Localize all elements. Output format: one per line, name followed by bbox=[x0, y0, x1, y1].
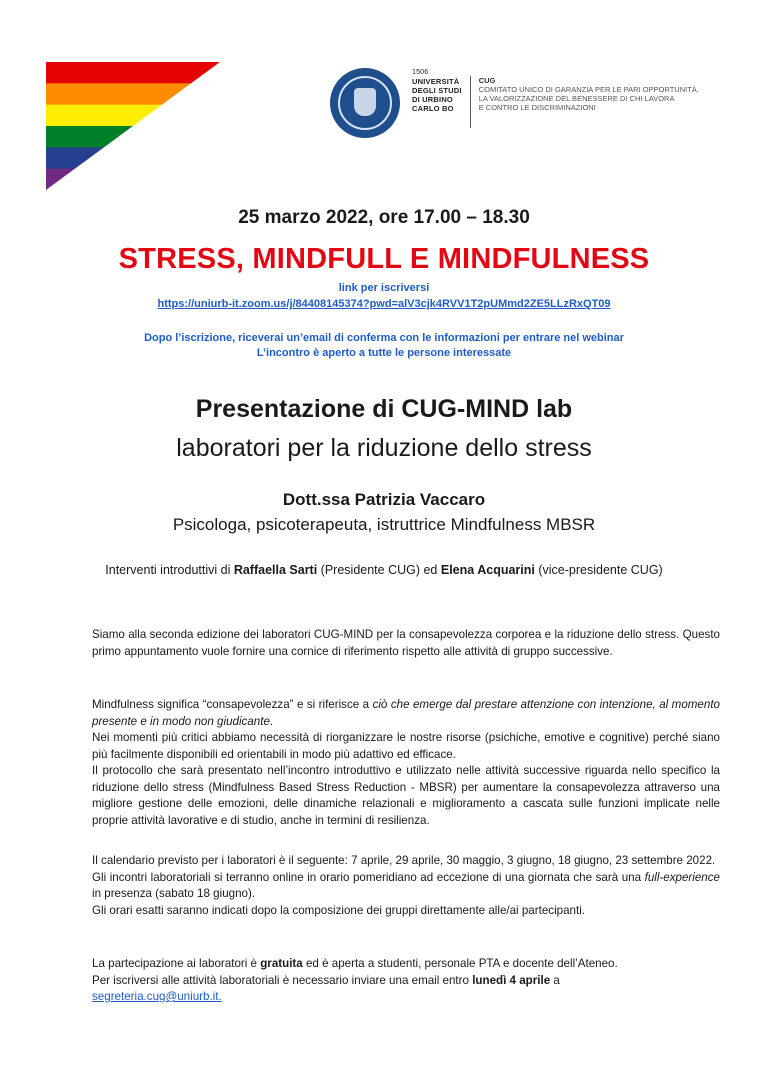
online-info bbox=[92, 870, 720, 903]
university-line: DI URBINO bbox=[412, 95, 453, 104]
interventi-prefix: Interventi introduttivi di bbox=[105, 563, 234, 577]
intro-text: Siamo alla seconda edizione dei laboratori CUG-MIND per la consapevolezza corporea e la riduzione dello stress. Questo primo appuntamento vuole fornire una cornice di riferimento rispetto alle attività di gruppo successive. bbox=[92, 628, 720, 658]
rainbow-stripe bbox=[46, 147, 220, 169]
cug-description bbox=[479, 76, 699, 112]
definition-start: Mindfulness significa “consapevolezza” e si riferisce a bbox=[92, 698, 373, 711]
university-name bbox=[412, 68, 462, 113]
university-line: DEGLI STUDI bbox=[412, 86, 462, 95]
protocol-text: Il protocollo che sarà presentato nell’incontro introduttivo e utilizzato nelle attività successive riguarda nello specifico la riduzione dello stress (Mindfulness Based Stress Reduction - MBSR) per aumentare la consapevolezza attraverso una migliore gestione delle emozioni, delle dinamiche relazionali e miglioramento a cascata sulle funzioni implicate nelle proprie attività lavorative e di studio, anche in termini di resilienza. bbox=[92, 764, 720, 827]
participation-end: ed è aperta a studenti, personale PTA e docente dell’Ateneo. bbox=[302, 957, 618, 970]
logo-divider bbox=[470, 76, 471, 128]
registration-link[interactable]: https://uniurb-it.zoom.us/j/84408145374?pwd=alV3cjk4RVV1T2pUMmd2ZE5LLzRxQT09 bbox=[157, 298, 611, 310]
cug-line: E CONTRO LE DISCRIMINAZIONI bbox=[478, 103, 596, 112]
online-info-start: Gli incontri laboratoriali si terranno online in orario pomeridiano ad eccezione di una giornata che sarà una bbox=[92, 870, 645, 884]
deadline: lunedì 4 aprile bbox=[472, 973, 551, 987]
rainbow-stripe bbox=[46, 105, 220, 127]
event-title: STRESS, MINDFULL E MINDFULNESS bbox=[118, 243, 650, 275]
calendar-paragraph bbox=[92, 853, 720, 919]
schedule-note: Gli orari esatti saranno indicati dopo la composizione dei gruppi direttamente alle/ai partecipanti. bbox=[92, 903, 586, 917]
calendar-text: Il calendario previsto per i laboratori è il seguente: 7 aprile, 29 aprile, 30 maggio, 3 giugno, 18 giugno, 23 settembre 2022. bbox=[92, 854, 716, 867]
rainbow-stripe bbox=[46, 62, 220, 84]
resources-text: Nei momenti più critici abbiamo necessità di riorganizzare le nostre risorse (psichiche, emotive e cognitive) perché siano più facilmente disponibili ed orientabili in modo più adattivo ed efficace. bbox=[92, 731, 720, 761]
mindfulness-definition bbox=[92, 697, 720, 730]
free-label: gratuita bbox=[260, 957, 303, 970]
cug-title: CUG bbox=[478, 76, 496, 85]
registration-start: Per iscriversi alle attività laboratoriali è necessario inviare una email entro bbox=[92, 973, 473, 987]
university-year: 1506 bbox=[412, 69, 429, 76]
speaker-1-name: Raffaella Sarti bbox=[233, 563, 318, 577]
speaker-name: Dott.ssa Patrizia Vaccaro bbox=[282, 490, 486, 509]
registration-text bbox=[92, 973, 720, 1006]
definition-end: . bbox=[269, 714, 274, 728]
cug-line: COMITATO UNICO DI GARANZIA PER LE PARI OPPORTUNITÀ, bbox=[478, 85, 699, 94]
presentation-subtitle: laboratori per la riduzione dello stress bbox=[176, 434, 592, 462]
event-date: 25 marzo 2022, ore 17.00 – 18.30 bbox=[238, 207, 530, 228]
mindfulness-paragraph bbox=[92, 697, 720, 829]
rainbow-stripe bbox=[46, 169, 220, 190]
introductory-speakers bbox=[0, 563, 768, 577]
contact-email-link[interactable]: segreteria.cug@uniurb.it. bbox=[92, 990, 222, 1003]
rainbow-stripe bbox=[46, 126, 220, 148]
speaker-1-role: (Presidente CUG) ed bbox=[317, 563, 441, 577]
participation-paragraph bbox=[92, 956, 720, 1006]
speaker-role: Psicologa, psicoterapeuta, istruttrice Mindfulness MBSR bbox=[172, 515, 596, 534]
rainbow-stripe bbox=[46, 83, 220, 105]
confirmation-info: Dopo l’iscrizione, riceverai un’email di conferma con le informazioni per entrare nel webinar bbox=[144, 332, 624, 344]
university-line: UNIVERSITÀ bbox=[412, 77, 460, 86]
university-seal-icon bbox=[330, 68, 400, 138]
participation-start: La partecipazione ai laboratori è bbox=[92, 957, 261, 970]
definition-italic: ciò che emerge dal prestare attenzione con intenzione, al momento presente e in modo non giudicante bbox=[92, 698, 720, 728]
cug-line: LA VALORIZZAZIONE DEL BENESSERE DI CHI LAVORA bbox=[478, 94, 675, 103]
speaker-2-name: Elena Acquarini bbox=[440, 563, 535, 577]
participation-text bbox=[92, 956, 720, 973]
registration-link-label: link per iscriversi bbox=[338, 282, 430, 294]
intro-paragraph bbox=[92, 627, 720, 660]
rainbow-flag-triangle bbox=[46, 62, 220, 190]
online-info-end: in presenza (sabato 18 giugno). bbox=[92, 887, 256, 900]
university-line: CARLO BO bbox=[412, 104, 454, 113]
presentation-title: Presentazione di CUG-MIND lab bbox=[195, 395, 573, 423]
registration-end: a bbox=[550, 973, 560, 987]
full-experience: full-experience bbox=[644, 870, 720, 884]
university-cug-logo bbox=[330, 68, 699, 138]
speaker-2-role: (vice-presidente CUG) bbox=[534, 563, 663, 577]
open-to-all-info: L’incontro è aperto a tutte le persone interessate bbox=[256, 347, 512, 359]
